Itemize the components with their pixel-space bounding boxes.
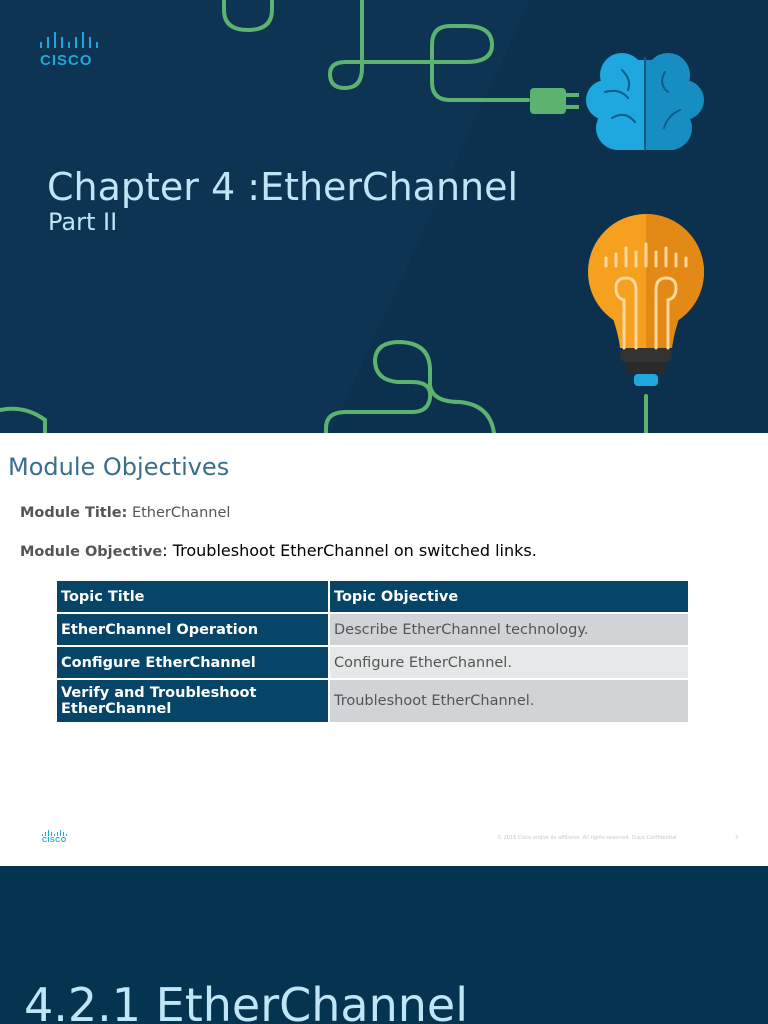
- topic-objective-cell: Troubleshoot EtherChannel.: [329, 679, 689, 723]
- section-slide: [0, 866, 768, 1024]
- module-objective-line: [20, 541, 537, 560]
- footer-cisco-logo: [42, 830, 67, 844]
- topic-title-cell: Configure EtherChannel: [56, 646, 329, 679]
- module-title-value: EtherChannel: [131, 505, 231, 521]
- section-title: 4.2.1 EtherChannel: [24, 978, 468, 1024]
- table-row: [56, 679, 689, 723]
- cisco-logo: [40, 32, 110, 72]
- table-row: [56, 613, 689, 646]
- brain-icon: [586, 53, 704, 150]
- title-slide: [0, 0, 768, 433]
- topic-title-cell: EtherChannel Operation: [56, 613, 329, 646]
- module-title-label: Module Title:: [20, 505, 128, 521]
- module-title-line: [20, 505, 230, 521]
- table-header-row: [56, 580, 689, 613]
- module-objectives-slide: [0, 433, 768, 866]
- footer-logo-text: CISCO: [42, 837, 67, 844]
- topic-objective-cell: Describe EtherChannel technology.: [329, 613, 689, 646]
- topic-objective-cell: Configure EtherChannel.: [329, 646, 689, 679]
- cisco-logo-bars-icon: [42, 830, 67, 836]
- cisco-logo-bars-icon: [40, 32, 110, 48]
- slide-heading: Module Objectives: [8, 453, 230, 481]
- topic-title-cell: Verify and Troubleshoot EtherChannel: [56, 679, 329, 723]
- page-number: 3: [735, 835, 739, 841]
- table-row: [56, 646, 689, 679]
- cisco-logo-text: CISCO: [40, 52, 93, 69]
- column-header: Topic Objective: [329, 580, 689, 613]
- column-header: Topic Title: [56, 580, 329, 613]
- module-objective-value: : Troubleshoot EtherChannel on switched links.: [162, 541, 537, 560]
- chapter-title: Chapter 4 :EtherChannel: [47, 165, 519, 209]
- chapter-subtitle: Part II: [48, 208, 118, 236]
- copyright-footer: © 2016 Cisco and/or its affiliates. All rights reserved. Cisco Confidential: [497, 835, 677, 841]
- module-objective-label: Module Objective: [20, 544, 163, 560]
- topics-table: [55, 579, 690, 724]
